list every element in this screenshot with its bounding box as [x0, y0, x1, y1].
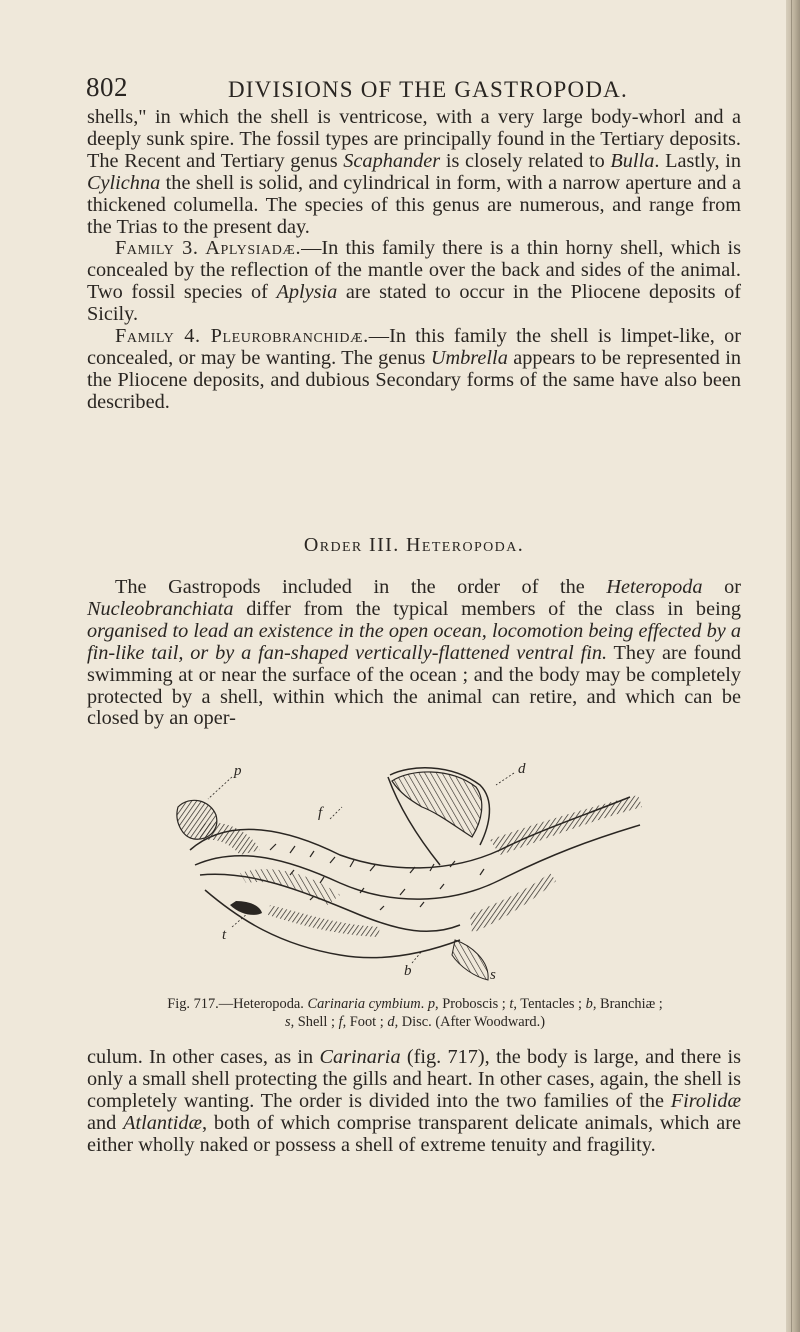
family-3-paragraph: Family 3. Aplysiadæ.—In this family there is a thin horny shell, which is concealed by the reflection of the mantle over the back and sides of the animal. Two fossil species of Aplysia are stated to occur in the Pliocene deposits of Sicily.: [87, 237, 741, 326]
label-t: t: [222, 927, 227, 943]
running-title: DIVISIONS OF THE GASTROPODA.: [228, 77, 628, 102]
order-heading: Order III. Heteropoda.: [303, 534, 525, 556]
label-s: s: [490, 967, 496, 983]
genus-scaphander: Scaphander: [343, 149, 441, 172]
intro-paragraph: shells," in which the shell is ventricose, with a very large body-whorl and a deeply sunk spire. The fossil types are principally found in the Tertiary deposits. The Recent and Tertiary genus Scaphander is closely related to Bulla. Lastly, in Cylichna the shell is solid, and cylindrical in form, with a narrow aperture and a thickened columella. The species of this genus are numerous, and range from the Trias to the present day.: [87, 106, 741, 238]
shading: [177, 772, 642, 980]
genus-aplysia: Aplysia: [276, 281, 338, 304]
genus-umbrella: Umbrella: [430, 346, 508, 369]
page-edge: [786, 0, 800, 1332]
page-edge-line: [791, 0, 792, 1332]
italic-definition: organised to lead an existence in the open ocean, locomotion being effected by a fin-like tail, or by a fan-shaped vertically-flattened ventral fin.: [87, 619, 741, 664]
family-atlantidae: Atlantidæ: [123, 1111, 203, 1134]
term-nucleobranchiata: Nucleobranchiata: [87, 597, 234, 620]
figure-caption: Fig. 717.—Heteropoda. Carinaria cymbium. p, Proboscis ; t, Tentacles ; b, Branchiæ ; s, Shell ; f, Foot ; d, Disc. (After Woodward.): [167, 996, 663, 1030]
label-f: f: [318, 805, 323, 821]
family-3-label: Family 3. Aplysiadæ.: [115, 237, 302, 260]
genus-cylichna: Cylichna: [87, 171, 161, 194]
family-4-paragraph: Family 4. Pleurobranchidæ.—In this family the shell is limpet-like, or concealed, or may be wanting. The genus Umbrella appears to be represented in the Pliocene deposits, and dubious Secondary forms of the same have also been described.: [87, 325, 741, 413]
label-d: d: [518, 761, 526, 777]
order-paragraph: The Gastropods included in the order of the Heteropoda or Nucleobranchiata differ from the typical members of the class in being organised to lead an existence in the open ocean, locomotion being effected by a fin-like tail, or by a fan-shaped vertically-flattened ventral fin. They are found swimming at or near the surface of the ocean ; and the body may be completely protected by a shell, within which the animal can retire, and which can be closed by an oper-: [87, 576, 741, 730]
species-name: Carinaria cymbium: [307, 996, 421, 1012]
page-number: 802: [86, 72, 128, 102]
family-firolidae: Firolidæ: [670, 1089, 741, 1112]
body-text-top: [87, 107, 741, 414]
family-4-label: Family 4. Pleurobranchidæ.: [115, 325, 369, 348]
figure-717: [160, 755, 660, 987]
label-p: p: [234, 763, 242, 779]
carinaria-illustration: [160, 755, 660, 987]
genus-carinaria: Carinaria: [319, 1046, 401, 1068]
closing-paragraph: culum. In other cases, as in Carinaria (fig. 717), the body is large, and there is only a small shell protecting the gills and heart. In other cases, again, the shell is completely wanting. The order is divided into the two families of the Firolidæ and Atlantidæ, both of which comprise transparent delicate animals, which are either wholly naked or possess a shell of extreme tenuity and fragility.: [87, 1046, 742, 1156]
genus-bulla: Bulla: [610, 149, 655, 172]
label-b: b: [404, 963, 412, 979]
term-heteropoda: Heteropoda: [606, 576, 703, 598]
